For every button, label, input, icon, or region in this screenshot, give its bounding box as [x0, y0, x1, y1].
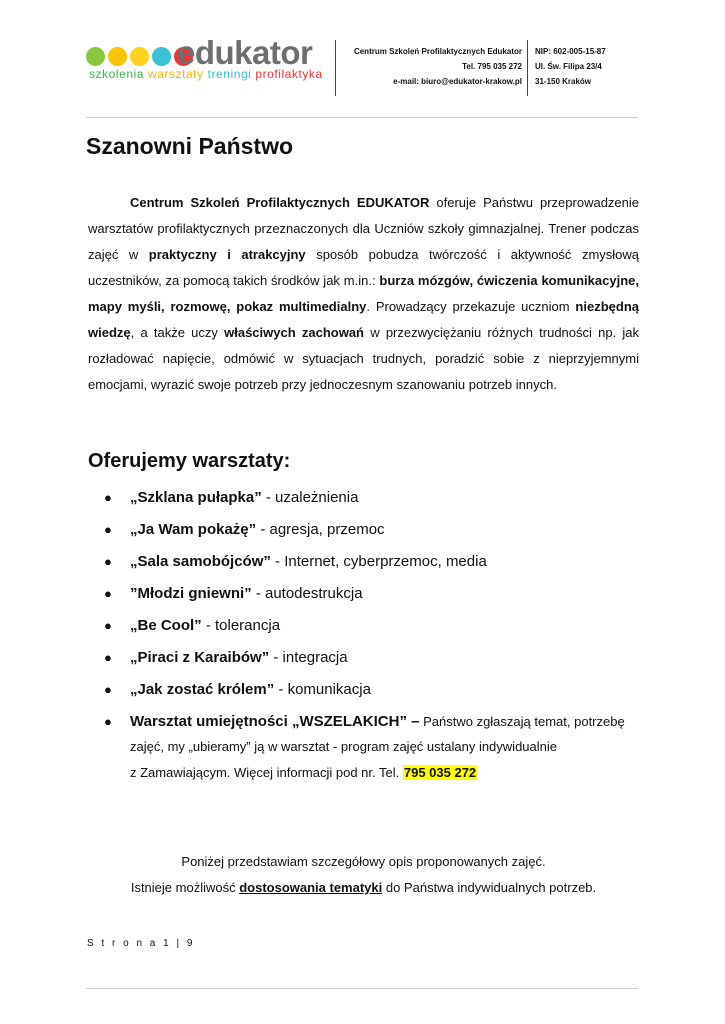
workshop-topic: - uzależnienia — [261, 489, 359, 506]
intro-text-1: oferuje Państwu przeprowadzenie warsztatów profilaktycznych przeznaczonych dla Uczniów szkoły gimnazjalnej. Trener podczas zajęć w — [88, 195, 640, 262]
intro-paragraph — [88, 190, 639, 398]
header-divider-right — [527, 40, 528, 96]
logo-wordmark: edukator — [177, 34, 313, 71]
custom-workshop-line-3 — [104, 760, 644, 786]
workshop-name: „Szklana pułapka” — [130, 489, 262, 506]
company-city: 31-150 Kraków — [535, 77, 592, 86]
workshop-item — [104, 550, 644, 582]
logo-dot-green — [86, 47, 105, 66]
workshop-name: „Ja Wam pokażę” — [130, 521, 257, 538]
workshop-name: „Jak zostać królem” — [130, 681, 275, 698]
closing-post: do Państwa indywidualnych potrzeb. — [382, 880, 597, 895]
custom-workshop-line-2: zajęć, my „ubieramy” ją w warsztat - program zajęć ustalany indywidualnie — [130, 739, 557, 754]
bullet-icon: ● — [104, 554, 112, 569]
company-phone: Tel. 795 035 272 — [462, 62, 522, 71]
footer-rule — [86, 988, 638, 989]
workshop-name: „Sala samobójców” — [130, 553, 271, 570]
custom-workshop-info: z Zamawiającym. Więcej informacji pod nr. Tel. — [130, 765, 403, 780]
closing-emphasis: dostosowania tematyki — [239, 880, 383, 895]
intro-org-name: Centrum Szkoleń Profilaktycznych EDUKATOR — [130, 195, 430, 210]
tagline-word-1: szkolenia — [89, 67, 144, 81]
intro-text-2: sposób pobudza twórczość i aktywność zmysłową uczestników, za pomocą takich środków jak m.in.: — [88, 247, 640, 288]
logo-dot-yellow — [108, 47, 127, 66]
header-address — [535, 44, 645, 89]
workshop-item — [104, 614, 644, 646]
bullet-icon: ● — [104, 682, 112, 697]
bullet-icon: ● — [104, 586, 112, 601]
closing-line-2 — [88, 875, 639, 901]
workshop-item — [104, 678, 644, 710]
header-rule — [86, 117, 638, 118]
company-nip: NIP: 602-005-15-87 — [535, 47, 606, 56]
workshop-name: „Be Cool” — [130, 617, 202, 634]
page-number: S t r o n a 1 | 9 — [87, 938, 195, 949]
workshop-topic: - autodestrukcja — [251, 585, 363, 602]
intro-text-5: w przezwyciężaniu różnych trudności np. jak rozładować napięcie, odmówić w sytuacjach trudnych, poradzić sobie z nieprzyjemnymi emocjami, wyrazić swoje potrzeb przy jednoczesnym szanowaniu potrzeb innych. — [88, 325, 640, 392]
bullet-icon: ● — [104, 618, 112, 633]
intro-bold-1: praktyczny i atrakcyjny — [148, 247, 306, 262]
custom-workshop-name: Warsztat umiejętności „WSZELAKICH” – — [130, 713, 420, 730]
logo-dot-teal — [152, 47, 171, 66]
tagline-word-2: warsztaty — [147, 67, 204, 81]
closing-line-1: Poniżej przedstawiam szczegółowy opis proponowanych zajęć. — [181, 854, 546, 869]
letterhead — [0, 0, 725, 120]
workshop-topic: - tolerancja — [201, 617, 281, 634]
workshop-name: ”Młodzi gniewni” — [130, 585, 252, 602]
workshop-item — [104, 646, 644, 678]
workshop-topic: - integracja — [269, 649, 348, 666]
bullet-icon: ● — [104, 490, 112, 505]
intro-bold-3: niezbędną wiedzę — [88, 299, 639, 340]
bullet-icon: ● — [104, 714, 112, 729]
company-street: Ul. Św. Filipa 23/4 — [535, 62, 602, 71]
intro-text-3: . Prowadzący przekazuje uczniom — [366, 299, 576, 314]
logo-dot-gold — [130, 47, 149, 66]
workshops-heading: Oferujemy warsztaty: — [88, 450, 291, 472]
workshop-item — [104, 518, 644, 550]
logo-tagline — [89, 68, 327, 80]
intro-bold-4: właściwych zachowań — [224, 325, 365, 340]
highlighted-phone[interactable]: 795 035 272 — [403, 765, 477, 780]
workshop-topic: - Internet, cyberprzemoc, media — [270, 553, 487, 570]
custom-workshop-desc-1: Państwo zgłaszają temat, potrzebę — [419, 714, 625, 729]
header-contact — [300, 44, 522, 89]
intro-bold-2: burza mózgów, ćwiczenia komunikacyjne, mapy myśli, rozmowę, pokaz multimedialny — [88, 273, 639, 314]
custom-workshop-line-1 — [104, 710, 644, 734]
workshop-topic: - komunikacja — [274, 681, 371, 698]
tagline-word-4: profilaktyka — [255, 67, 323, 81]
workshop-item — [104, 582, 644, 614]
bullet-icon: ● — [104, 522, 112, 537]
intro-text-4: , a także uczy — [130, 325, 225, 340]
workshop-name: „Piraci z Karaibów” — [130, 649, 270, 666]
company-name: Centrum Szkoleń Profilaktycznych Edukator — [353, 47, 522, 56]
bullet-icon: ● — [104, 650, 112, 665]
closing-pre: Istnieje możliwość — [130, 880, 240, 895]
workshop-list — [104, 486, 644, 710]
company-email[interactable]: e-mail: biuro@edukator-krakow.pl — [393, 77, 522, 86]
workshop-item — [104, 486, 644, 518]
tagline-word-3: treningi — [207, 67, 252, 81]
page-title: Szanowni Państwo — [86, 133, 294, 159]
custom-workshop-item — [104, 710, 644, 786]
workshop-topic: - agresja, przemoc — [256, 521, 385, 538]
closing-text — [88, 849, 639, 901]
